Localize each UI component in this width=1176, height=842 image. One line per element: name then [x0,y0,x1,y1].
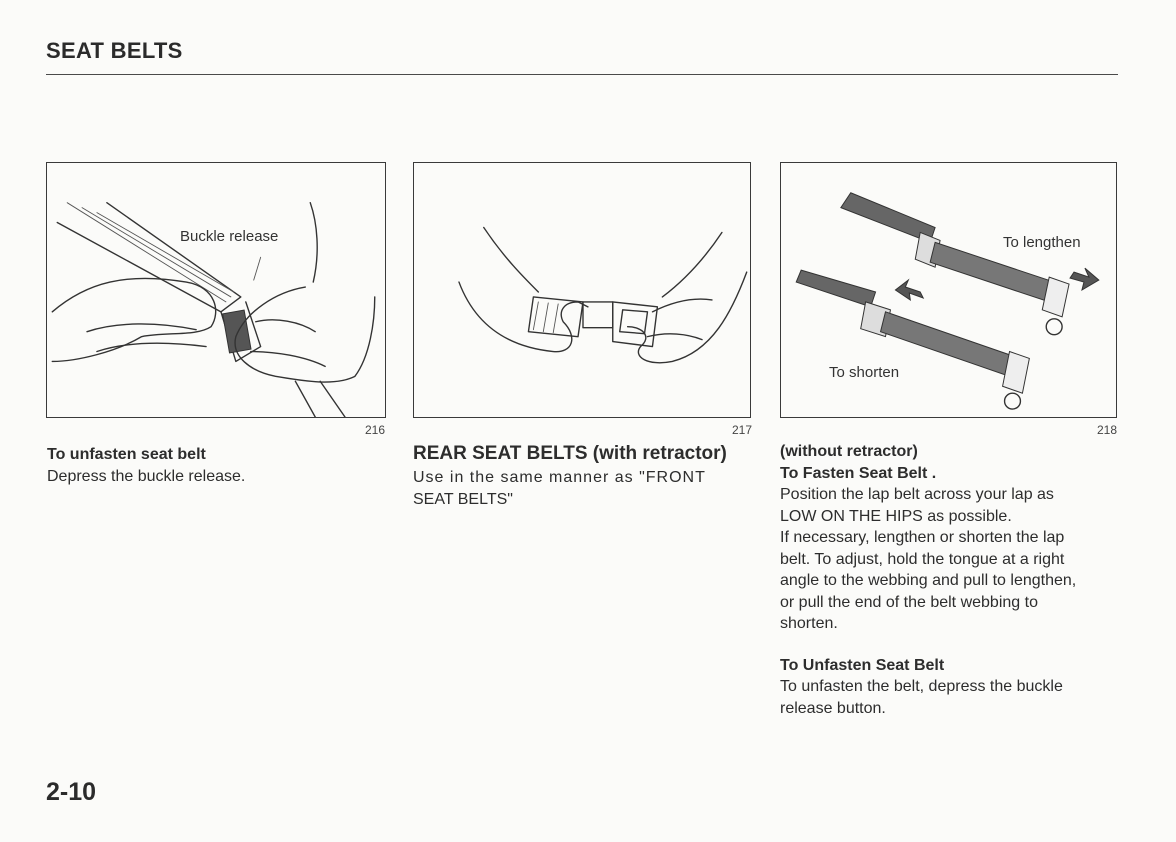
figure-label-to-lengthen: To lengthen [1003,234,1081,251]
figure-number-218: 218 [1097,423,1118,437]
para-unfasten-line-1: To unfasten the belt, depress the buckle [780,678,1063,695]
figure-label-buckle-release: Buckle release [180,228,279,245]
column-1 [47,444,377,487]
section-title: SEAT BELTS [46,38,183,63]
column-3 [780,441,1115,719]
heading-to-fasten-seat-belt: To Fasten Seat Belt . [780,464,937,482]
page-number: 2-10 [46,778,97,806]
para-position-line-2: LOW ON THE HIPS as possible. [780,507,1012,525]
para-position-line-1: Position the lap belt across your lap as [780,486,1054,503]
para-adjust-line-5: shorten. [780,615,838,632]
para-adjust-line-4: or pull the end of the belt webbing to [780,593,1038,611]
heading-unfasten-seat-belt: To unfasten seat belt [47,446,206,463]
para-unfasten-line-2: release button. [780,699,886,717]
figure-217 [413,162,751,418]
hands-pressing-buckle-release-illustration [47,163,385,417]
column-2 [413,443,753,510]
figure-216 [46,162,386,418]
para-adjust-line-2: belt. To adjust, hold the tongue at a right [780,550,1065,568]
figure-number-217: 217 [732,423,753,437]
text-depress-buckle: Depress the buckle release. [47,467,246,485]
hands-fastening-rear-seat-belt-illustration [414,163,750,417]
heading-without-retractor: (without retractor) [780,443,918,460]
para-adjust-line-1: If necessary, lengthen or shorten the lap [780,529,1065,546]
figure-218 [780,162,1117,418]
text-rear-line-2: SEAT BELTS" [413,490,513,508]
figure-number-216: 216 [365,423,386,437]
heading-rear-seat-belts: REAR SEAT BELTS (with retractor) [413,443,727,464]
header-divider [46,74,1118,75]
heading-to-unfasten-seat-belt: To Unfasten Seat Belt [780,656,945,674]
para-adjust-line-3: angle to the webbing and pull to lengthen, [780,572,1077,589]
figure-label-to-shorten: To shorten [829,364,900,381]
text-rear-line-1: Use in the same manner as "FRONT [413,469,706,486]
